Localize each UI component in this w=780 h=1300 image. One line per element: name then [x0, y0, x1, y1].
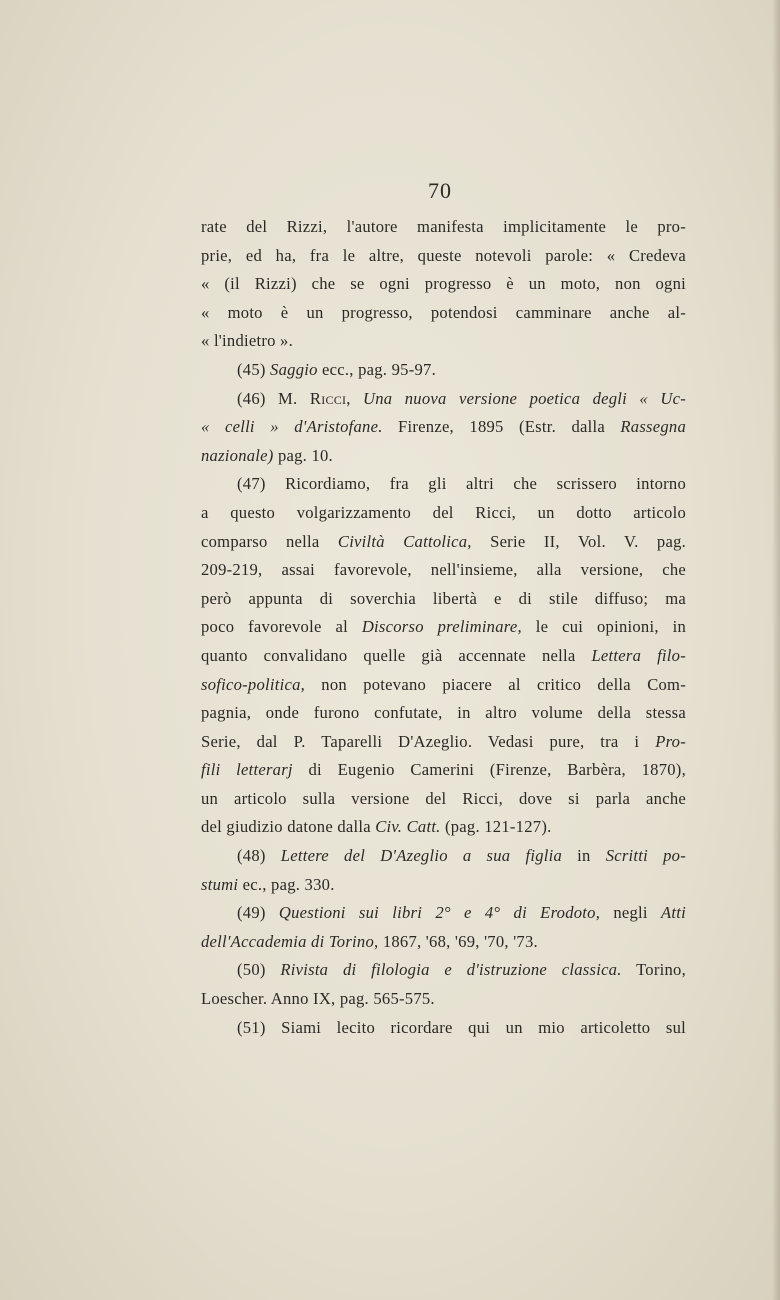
- text-segment: (48): [237, 846, 281, 866]
- text-segment: un articolo sulla versione del Ricci, dove si parla anche: [201, 788, 686, 808]
- text-line: [201, 499, 686, 528]
- italic-text: Discorso preliminare,: [361, 617, 522, 637]
- text-line: [201, 671, 686, 700]
- italic-text: nazionale): [201, 445, 274, 465]
- italic-text: Pro-: [655, 731, 686, 751]
- text-segment: ecc., pag. 95-97.: [317, 359, 436, 379]
- text-segment: le cui opinioni, in: [521, 617, 687, 637]
- italic-text: Rivista di filologia e d'istruzione classica.: [280, 960, 622, 980]
- italic-text: fili letterarj: [201, 760, 293, 780]
- text-line: [201, 242, 686, 271]
- text-line: [201, 270, 686, 299]
- italic-text: Rassegna: [620, 417, 686, 437]
- italic-text: Civiltà Cattolica,: [337, 531, 472, 551]
- italic-text: sofico-politica,: [201, 674, 306, 694]
- text-segment: ,: [346, 388, 364, 408]
- text-segment: (49): [237, 903, 279, 923]
- text-segment: « (il Rizzi) che se ogni progresso è un moto, non ogni: [201, 274, 686, 294]
- text-line: [201, 813, 686, 842]
- text-segment: 1867, '68, '69, '70, '73.: [378, 931, 538, 951]
- text-line: [201, 985, 686, 1014]
- text-line: [201, 928, 686, 957]
- text-segment: Torino,: [621, 960, 686, 980]
- text-segment: comparso nella: [201, 531, 338, 551]
- text-segment: però appunta di soverchia libertà e di stile diffuso; ma: [201, 588, 686, 608]
- text-segment: ec., pag. 330.: [238, 874, 335, 894]
- text-segment: in: [562, 846, 606, 866]
- text-segment: di Eugenio Camerini (Firenze, Barbèra, 1870),: [292, 760, 686, 780]
- text-segment: pag. 10.: [273, 445, 333, 465]
- text-line: [201, 299, 686, 328]
- text-line: [201, 1014, 686, 1043]
- italic-text: Scritti po-: [605, 846, 686, 866]
- italic-text: Questioni sui libri 2° e 4° di Erodoto,: [278, 903, 601, 923]
- text-line: [201, 613, 686, 642]
- text-segment: « l'indietro ».: [201, 331, 294, 351]
- italic-text: dell'Accademia di Torino,: [201, 931, 379, 951]
- text-line: [201, 642, 686, 671]
- text-segment: non potevano piacere al critico della Com-: [305, 674, 686, 694]
- text-segment: (46) M.: [237, 388, 310, 408]
- page-number: 70: [428, 178, 452, 203]
- text-segment: (47) Ricordiamo, fra gli altri che scrissero intorno: [237, 474, 686, 494]
- footnotes-text: [201, 213, 686, 1042]
- text-line: [201, 728, 686, 757]
- italic-text: Civ. Catt.: [375, 817, 441, 837]
- text-line: [201, 213, 686, 242]
- text-line: [201, 899, 686, 928]
- text-line: [201, 756, 686, 785]
- text-segment: quanto convalidano quelle già accennate nella: [201, 645, 592, 665]
- text-line: [201, 842, 686, 871]
- text-segment: (50): [237, 960, 281, 980]
- small-caps-text: Ricci: [309, 388, 347, 408]
- text-line: [201, 528, 686, 557]
- italic-text: Saggio: [270, 359, 318, 379]
- text-segment: 209-219, assai favorevole, nell'insieme, alla versione, che: [201, 560, 686, 580]
- italic-text: « celli » d'Aristofane.: [201, 417, 383, 437]
- text-segment: del giudizio datone dalla: [201, 817, 376, 837]
- text-segment: Serie II, Vol. V. pag.: [471, 531, 687, 551]
- text-line: [201, 470, 686, 499]
- text-line: [201, 699, 686, 728]
- italic-text: Una nuova versione poetica degli « Uc-: [363, 388, 686, 408]
- text-segment: a questo volgarizzamento del Ricci, un dotto articolo: [201, 502, 686, 522]
- text-line: [201, 385, 686, 414]
- text-segment: (51) Siami lecito ricordare qui un mio articoletto sul: [237, 1017, 686, 1037]
- text-segment: pagnia, onde furono confutate, in altro volume della stessa: [201, 703, 686, 723]
- italic-text: stumi: [201, 874, 239, 894]
- text-segment: Firenze, 1895 (Estr. dalla: [382, 417, 621, 437]
- text-line: [201, 956, 686, 985]
- italic-text: Lettere del D'Azeglio a sua figlia: [280, 846, 563, 866]
- text-segment: poco favorevole al: [201, 617, 362, 637]
- text-line: [201, 327, 686, 356]
- text-segment: Serie, dal P. Taparelli D'Azeglio. Vedasi pure, tra i: [201, 731, 656, 751]
- text-line: [201, 442, 686, 471]
- text-segment: (45): [237, 359, 271, 379]
- text-line: [201, 413, 686, 442]
- text-line: [201, 556, 686, 585]
- text-line: [201, 356, 686, 385]
- text-line: [201, 871, 686, 900]
- italic-text: Lettera filo-: [591, 645, 686, 665]
- text-segment: negli: [600, 903, 662, 923]
- text-segment: rate del Rizzi, l'autore manifesta implicitamente le pro-: [201, 217, 686, 236]
- italic-text: Atti: [661, 903, 686, 923]
- text-segment: prie, ed ha, fra le altre, queste notevoli parole: « Credeva: [201, 245, 686, 265]
- text-segment: « moto è un progresso, potendosi camminare anche al-: [201, 302, 686, 322]
- text-line: [201, 585, 686, 614]
- text-segment: Loescher. Anno IX, pag. 565-575.: [201, 989, 435, 1009]
- text-line: [201, 785, 686, 814]
- text-segment: (pag. 121-127).: [440, 817, 552, 837]
